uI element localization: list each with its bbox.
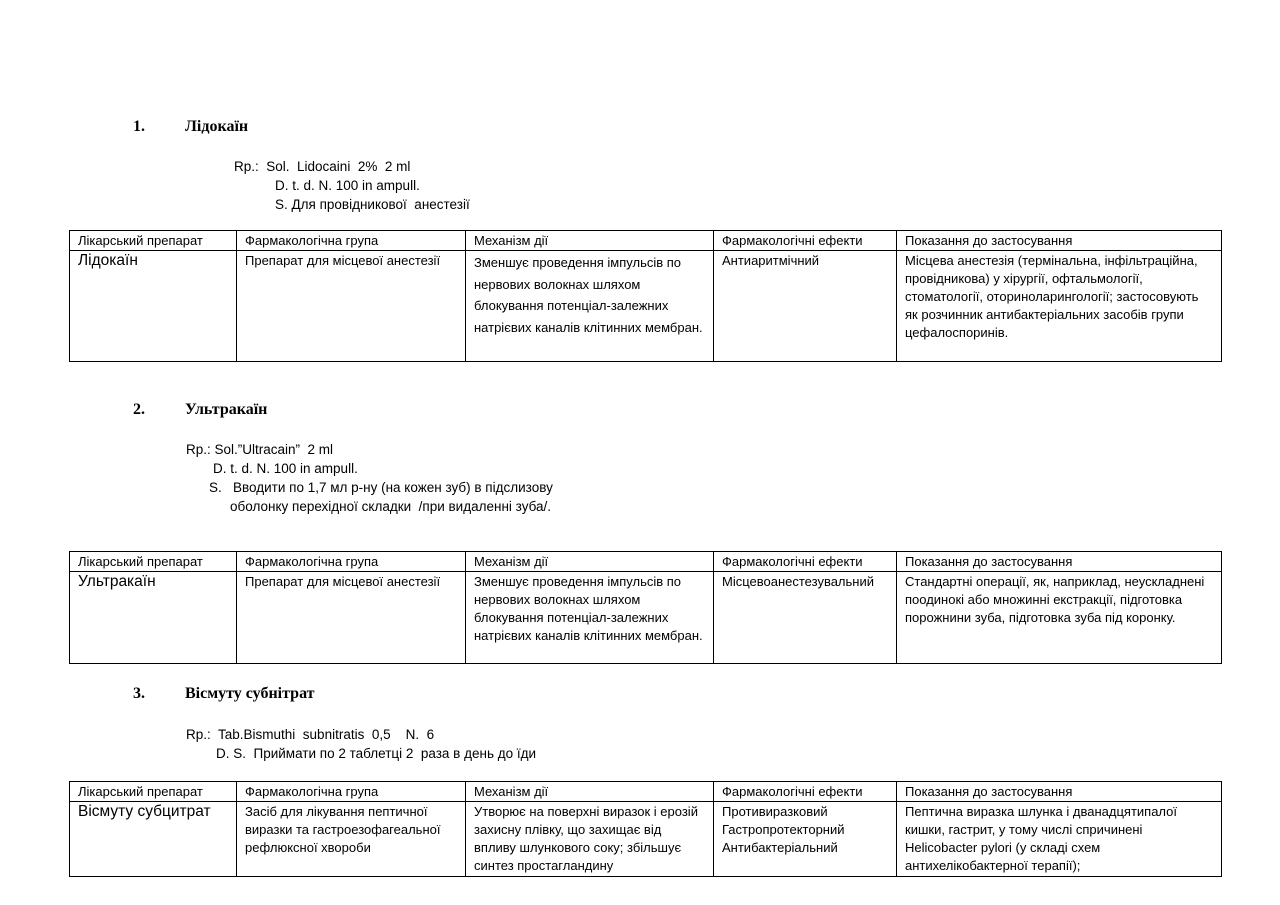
- header-group: Фармакологічна група: [237, 782, 466, 802]
- section-title: Ультракаїн: [185, 401, 268, 418]
- drug-table: [69, 781, 1222, 877]
- drug-name: Вісмуту субцитрат: [70, 802, 237, 877]
- header-mechanism: Механізм дії: [466, 782, 714, 802]
- table-header-row: [70, 231, 1222, 251]
- header-effects: Фармакологічні ефекти: [714, 782, 897, 802]
- table-row: [70, 572, 1222, 664]
- prescription-line: D. t. d. N. 100 in ampull.: [213, 461, 358, 476]
- drug-group: Засіб для лікування пептичної виразки та гастроезофагеальної рефлюксної хвороби: [237, 802, 466, 877]
- prescription-line: Rp.: Tab.Bismuthi subnitratis 0,5 N. 6: [186, 727, 435, 742]
- prescription-line: оболонку перехідної складки /при видаленні зуба/.: [230, 499, 552, 514]
- drug-indications: Місцева анестезія (термінальна, інфільтраційна, провідникова) у хірургії, офтальмології, стоматології, оториноларингології; застосовують як розчинник антибактеріальних засобів групи цефалоспоринів.: [897, 251, 1222, 362]
- header-drug: Лікарський препарат: [70, 552, 237, 572]
- drug-name: Лідокаїн: [70, 251, 237, 362]
- header-drug: Лікарський препарат: [70, 782, 237, 802]
- section-1-heading: [133, 118, 248, 136]
- drug-mechanism: Зменшує проведення імпульсів по нервових волокнах шляхом блокування потенціал-залежних натрієвих каналів клітинних мембран.: [466, 572, 714, 664]
- header-group: Фармакологічна група: [237, 552, 466, 572]
- drug-group: Препарат для місцевої анестезії: [237, 572, 466, 664]
- prescription-line: S. Вводити по 1,7 мл р-ну (на кожен зуб) в підслизову: [209, 480, 553, 495]
- table-row: [70, 251, 1222, 362]
- header-indications: Показання до застосування: [897, 782, 1222, 802]
- section-number: 2.: [133, 401, 145, 418]
- section-2-heading: [133, 401, 267, 419]
- drug-table: [69, 230, 1222, 362]
- section-title: Лідокаїн: [185, 118, 249, 135]
- drug-effects: Антиаритмічний: [714, 251, 897, 362]
- drug-mechanism: Утворює на поверхні виразок і ерозій захисну плівку, що захищає від впливу шлункового соку; збільшує синтез простагландину: [466, 802, 714, 877]
- effect-item: Гастропротекторний: [722, 822, 845, 837]
- prescription-line: Rp.: Sol.”Ultracain” 2 ml: [186, 442, 334, 457]
- header-mechanism: Механізм дії: [466, 552, 714, 572]
- drug-mechanism: Зменшує проведення імпульсів по нервових волокнах шляхом блокування потенціал-залежних натрієвих каналів клітинних мембран.: [466, 251, 714, 362]
- drug-table: [69, 551, 1222, 664]
- prescription-line: D. t. d. N. 100 in ampull.: [275, 178, 420, 193]
- effect-item: Антибактеріальний: [722, 840, 838, 855]
- effect-item: Противиразковий: [722, 804, 828, 819]
- section-number: 1.: [133, 118, 145, 135]
- header-drug: Лікарський препарат: [70, 231, 237, 251]
- prescription-line: D. S. Приймати по 2 таблетці 2 раза в день до їди: [216, 746, 537, 761]
- section-number: 3.: [133, 685, 145, 702]
- drug-name: Ультракаїн: [70, 572, 237, 664]
- drug-group: Препарат для місцевої анестезії: [237, 251, 466, 362]
- header-effects: Фармакологічні ефекти: [714, 552, 897, 572]
- drug-effects: [714, 802, 897, 877]
- header-mechanism: Механізм дії: [466, 231, 714, 251]
- header-group: Фармакологічна група: [237, 231, 466, 251]
- prescription-line: S. Для провідникової анестезії: [275, 197, 470, 212]
- header-indications: Показання до застосування: [897, 231, 1222, 251]
- drug-indications: Пептична виразка шлунка і дванадцятипалої кишки, гастрит, у тому числі спричинені Helicobacter pylori (у складі схем антихелікобактерної терапії);: [897, 802, 1222, 877]
- header-effects: Фармакологічні ефекти: [714, 231, 897, 251]
- table-header-row: [70, 552, 1222, 572]
- table-header-row: [70, 782, 1222, 802]
- drug-effects: Місцевоанестезувальний: [714, 572, 897, 664]
- drug-indications: Стандартні операції, як, наприклад, неускладнені поодинокі або множинні екстракції, підготовка порожнини зуба, підготовка зуба під коронку.: [897, 572, 1222, 664]
- section-3-heading: [133, 685, 315, 703]
- prescription-line: Rp.: Sol. Lidocaini 2% 2 ml: [234, 159, 411, 174]
- header-indications: Показання до застосування: [897, 552, 1222, 572]
- section-title: Вісмуту субнітрат: [185, 685, 315, 702]
- table-row: [70, 802, 1222, 877]
